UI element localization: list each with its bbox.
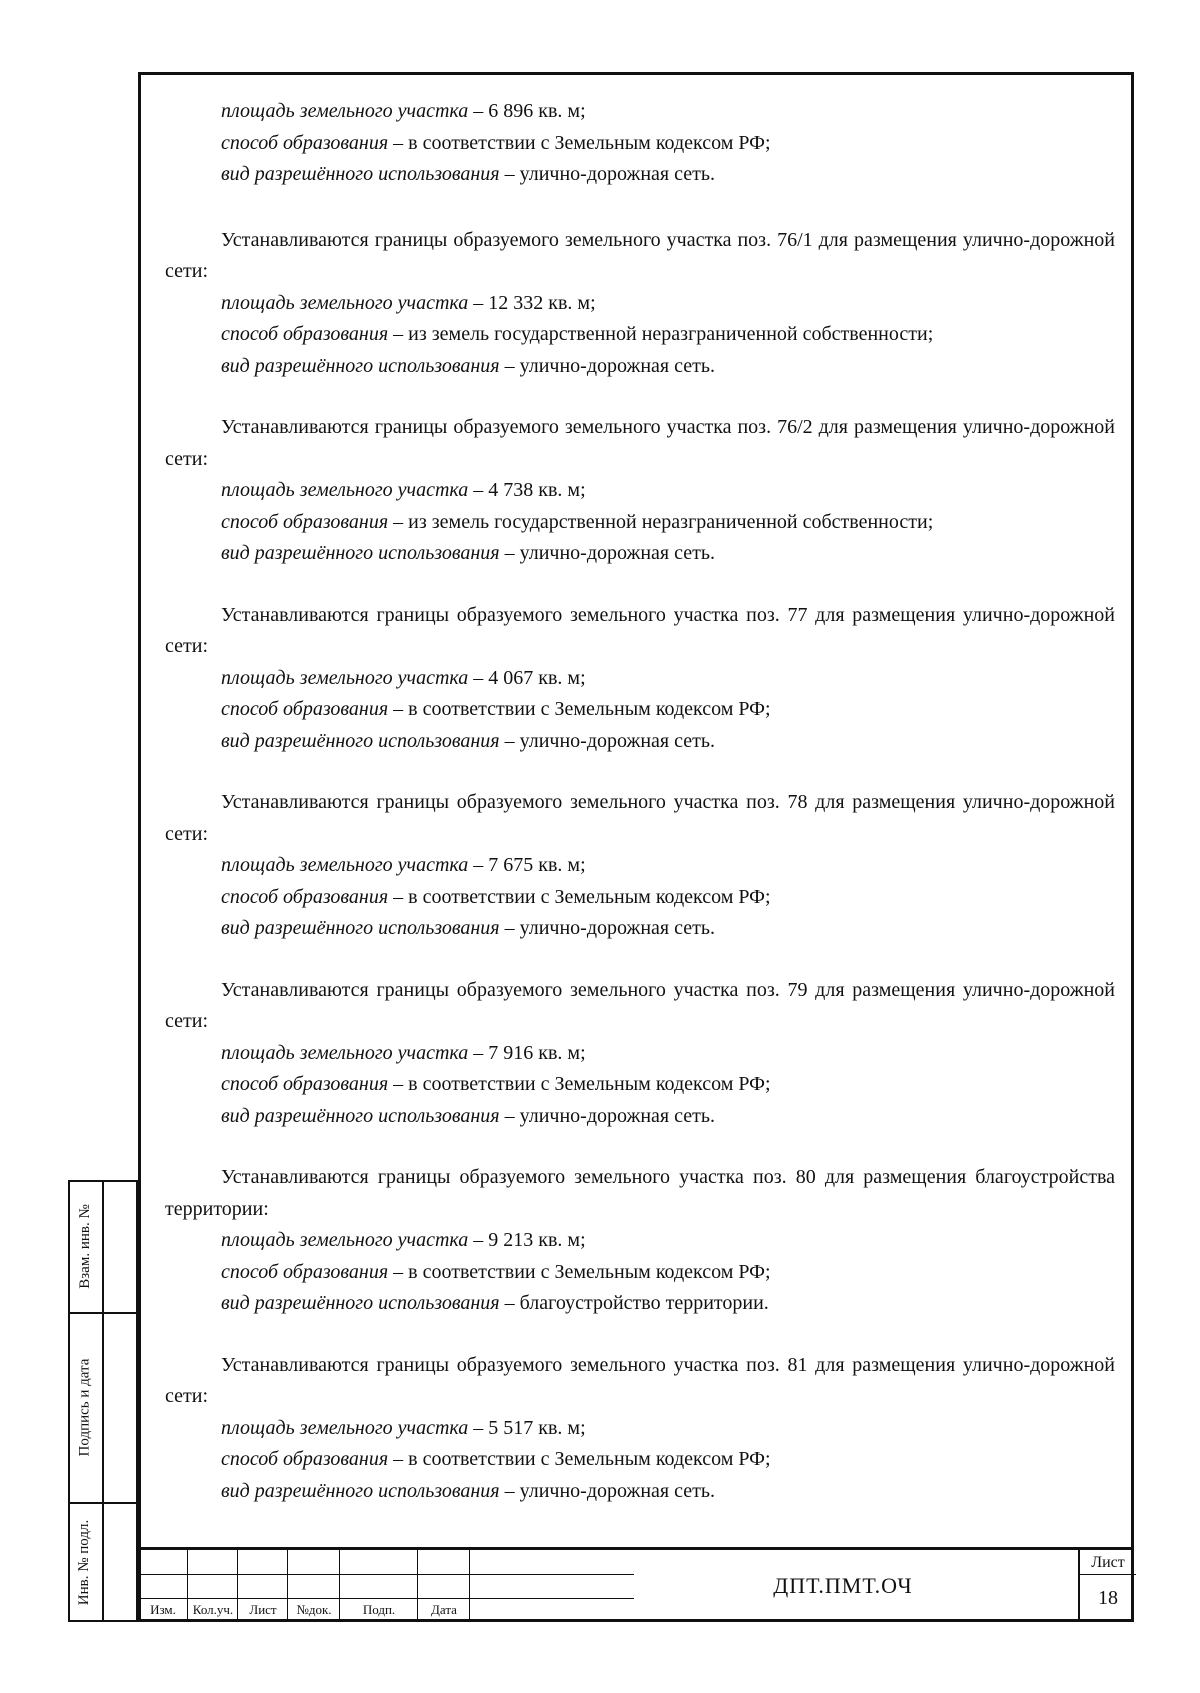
lot-block [165,1162,1115,1320]
col-list: Лист [249,1602,277,1617]
area-line: площадь земельного участка – 6 896 кв. м; [221,100,586,122]
use-line: вид разрешённого использования – благоустройство территории. [221,1292,769,1314]
lot-block [165,225,1115,383]
lot-intro: Устанавливаются границы образуемого земельного участка поз. 76/2 для размещения улично-дорожной сети: [165,416,1115,470]
side-label-vzam: Взам. инв. № [76,1203,93,1289]
side-cell-podpis [68,1312,138,1502]
col-podp: Подп. [362,1602,396,1617]
side-label-podpis: Подпись и дата [76,1358,93,1456]
lot-block [165,600,1115,758]
col-ndok: №док. [296,1602,332,1617]
method-line: способ образования – из земель государственной неразграниченной собственности; [221,510,934,533]
sheet-label: Лист [1080,1552,1136,1575]
lot-intro: Устанавливаются границы образуемого земельного участка поз. 77 для размещения улично-дорожной сети: [165,603,1115,657]
method-line: способ образования – в соответствии с Земельным кодексом РФ; [221,1260,771,1283]
lot-block [165,787,1115,945]
side-cell-inv [68,1502,138,1622]
method-line: способ образования – в соответствии с Земельным кодексом РФ; [221,1448,771,1470]
area-line: площадь земельного участка – 7 675 кв. м; [221,854,586,876]
use-line: вид разрешённого использования – улично-дорожная сеть. [221,729,715,752]
sheet-number: 18 [1098,1587,1118,1609]
area-line: площадь земельного участка – 4 738 кв. м; [221,479,586,501]
use-line: вид разрешённого использования – улично-дорожная сеть. [221,1479,715,1502]
col-data: Дата [431,1602,457,1617]
use-line: вид разрешённого использования – улично-дорожная сеть. [221,354,715,377]
use-line: вид разрешённого использования – улично-дорожная сеть. [221,163,715,185]
area-line: площадь земельного участка – 7 916 кв. м; [221,1041,586,1064]
area-line: площадь земельного участка – 5 517 кв. м; [221,1416,586,1439]
side-cell-vzam [68,1180,138,1312]
method-line: способ образования – в соответствии с Земельным кодексом РФ; [221,885,771,908]
col-kol-uch: Кол.уч. [192,1602,234,1617]
lot-intro: Устанавливаются границы образуемого земельного участка поз. 79 для размещения улично-дорожной сети: [165,978,1115,1032]
document-code: ДПТ.ПМТ.ОЧ [773,1573,913,1598]
use-line: вид разрешённого использования – улично-дорожная сеть. [221,917,715,939]
method-line: способ образования – в соответствии с Земельным кодексом РФ; [221,698,771,720]
sheet-box [1078,1550,1134,1622]
area-line: площадь земельного участка – 4 067 кв. м; [221,666,586,689]
use-line: вид разрешённого использования – улично-дорожная сеть. [221,1104,715,1127]
lot-block [165,975,1115,1133]
area-line: площадь земельного участка – 12 332 кв. м; [221,291,596,314]
col-izm: Изм. [150,1602,176,1617]
area-line: площадь земельного участка – 9 213 кв. м; [221,1229,586,1251]
lot-intro: Устанавливаются границы образуемого земельного участка поз. 81 для размещения улично-дорожной сети: [165,1353,1115,1407]
lot-block [165,412,1115,570]
method-line: способ образования – из земель государственной неразграниченной собственности; [221,323,934,345]
use-line: вид разрешённого использования – улично-дорожная сеть. [221,542,715,564]
method-line: способ образования – в соответствии с Земельным кодексом РФ; [221,1073,771,1095]
lot-intro: Устанавливаются границы образуемого земельного участка поз. 78 для размещения улично-дорожной сети: [165,791,1115,845]
lot-intro: Устанавливаются границы образуемого земельного участка поз. 80 для размещения благоустройства территории: [165,1166,1115,1220]
lot-block-continued [165,96,1115,191]
title-block [138,1547,1134,1622]
document-body [165,96,1115,1537]
lot-block [165,1350,1115,1508]
method-line: способ образования – в соответствии с Земельным кодексом РФ; [221,131,771,154]
lot-intro: Устанавливаются границы образуемого земельного участка поз. 76/1 для размещения улично-дорожной сети: [165,228,1115,282]
side-label-inv: Инв. № подл. [76,1519,93,1605]
